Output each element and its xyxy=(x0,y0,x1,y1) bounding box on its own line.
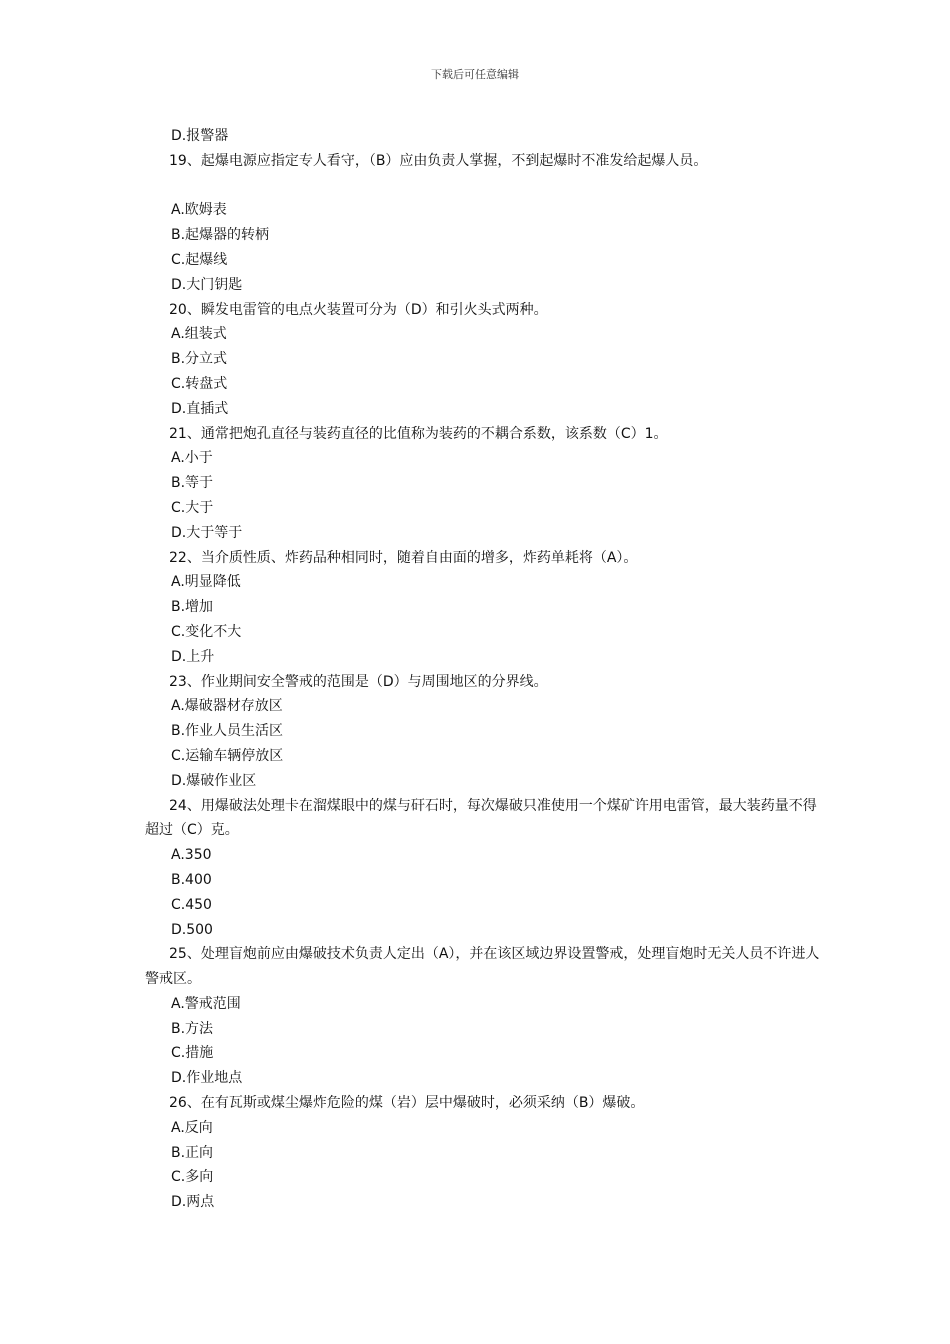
page-header: 下载后可任意编辑 xyxy=(431,68,519,81)
blank-line xyxy=(145,174,825,199)
option-b-22: B.增加 xyxy=(171,599,214,616)
option-a-19: A.欧姆表 xyxy=(171,202,227,219)
option-a-25: A.警戒范围 xyxy=(171,995,241,1012)
option-a-26: A.反向 xyxy=(171,1119,213,1136)
question-24: 24、用爆破法处理卡在溜煤眼中的煤与矸石时，每次爆破只准使用一个煤矿许用电雷管，最大装药量不得超过（C）克。 xyxy=(145,797,817,839)
option-d-22: D.上升 xyxy=(171,648,215,665)
option-c-25: C.措施 xyxy=(171,1045,214,1062)
question-23: 23、作业期间安全警戒的范围是（D）与周围地区的分界线。 xyxy=(169,673,548,690)
option-b-19: B.起爆器的转柄 xyxy=(171,227,270,244)
question-25: 25、处理盲炮前应由爆破技术负责人定出（A），并在该区域边界设置警戒，处理盲炮时无关人员不许进人警戒区。 xyxy=(145,946,820,988)
question-21: 21、通常把炮孔直径与装药直径的比值称为装药的不耦合系数，该系数（C）1。 xyxy=(169,425,668,442)
option-b-21: B.等于 xyxy=(171,475,214,492)
question-26: 26、在有瓦斯或煤尘爆炸危险的煤（岩）层中爆破时，必须采纳（B）爆破。 xyxy=(169,1095,645,1112)
option-d-24: D.500 xyxy=(171,921,213,938)
option-c-21: C.大于 xyxy=(171,499,214,516)
option-c-24: C.450 xyxy=(171,896,212,913)
question-19: 19、起爆电源应指定专人看守，（B）应由负责人掌握，不到起爆时不准发给起爆人员。 xyxy=(169,152,708,169)
document-body xyxy=(145,124,825,1215)
option-b-24: B.400 xyxy=(171,871,212,888)
question-22: 22、当介质性质、炸药品种相同时，随着自由面的增多，炸药单耗将（A）。 xyxy=(169,549,638,566)
option-a-24: A.350 xyxy=(171,847,212,864)
option-d-18: D.报警器 xyxy=(171,128,229,144)
option-a-20: A.组装式 xyxy=(171,326,227,343)
option-c-19: C.起爆线 xyxy=(171,251,228,268)
option-c-20: C.转盘式 xyxy=(171,375,228,392)
option-d-19: D.大门钥匙 xyxy=(171,276,243,293)
question-20: 20、瞬发电雷管的电点火装置可分为（D）和引火头式两种。 xyxy=(169,301,548,318)
option-a-22: A.明显降低 xyxy=(171,574,241,591)
option-a-21: A.小于 xyxy=(171,450,213,467)
option-c-23: C.运输车辆停放区 xyxy=(171,747,284,764)
option-d-23: D.爆破作业区 xyxy=(171,772,257,789)
option-a-23: A.爆破器材存放区 xyxy=(171,698,283,715)
option-d-21: D.大于等于 xyxy=(171,524,243,541)
option-d-25: D.作业地点 xyxy=(171,1070,243,1087)
option-b-23: B.作业人员生活区 xyxy=(171,723,284,740)
option-b-20: B.分立式 xyxy=(171,351,228,368)
option-b-25: B.方法 xyxy=(171,1020,214,1037)
option-d-26: D.两点 xyxy=(171,1194,215,1211)
option-c-22: C.变化不大 xyxy=(171,623,242,640)
option-b-26: B.正向 xyxy=(171,1144,214,1161)
option-c-26: C.多向 xyxy=(171,1169,214,1186)
option-d-20: D.直插式 xyxy=(171,400,229,417)
